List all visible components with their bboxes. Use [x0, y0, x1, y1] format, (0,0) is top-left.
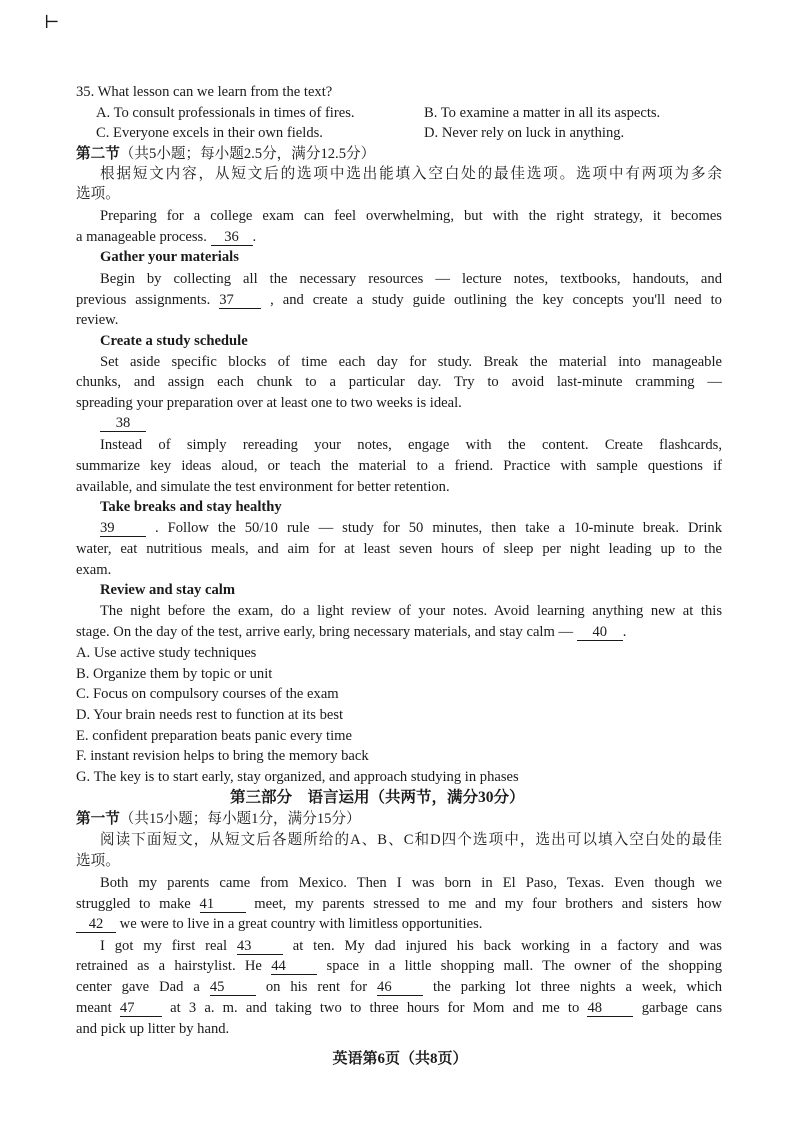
cloze-line-3-b: we were to live in a great country with limitless opportunities.: [119, 916, 483, 932]
para-review-line-1: The night before the exam, do a light review of your notes. Avoid learning anything new at this: [100, 603, 722, 619]
section-2-note: （共5小题；每小题2.5分，满分12.5分）: [119, 146, 376, 162]
para-breaks-line-3: exam.: [76, 562, 112, 578]
option-b: B. Organize them by topic or unit: [76, 666, 273, 682]
cloze-line-4: [100, 937, 722, 955]
para-gather-text-b: , and create a study guide outlining the key concepts you'll need to: [270, 292, 722, 308]
cloze-line-7: [76, 999, 722, 1017]
passage-intro-line-1: Preparing for a college exam can feel overwhelming, but with the right strategy, it becomes: [100, 208, 722, 224]
para-review-text: stage. On the day of the test, arrive early, bring necessary materials, and stay calm —: [76, 624, 574, 640]
part-3-section-1-note: （共15小题；每小题1分，满分15分）: [119, 811, 361, 827]
cloze-line-2: [76, 895, 722, 913]
blank-38: 38: [100, 416, 146, 432]
part-3-section-1-heading: 第一节: [76, 811, 120, 827]
cloze-line-5-a: retrained as a hairstylist. He: [76, 958, 262, 974]
cloze-line-5: [76, 957, 722, 975]
para-review-end: .: [622, 624, 627, 640]
corner-mark: ⊢: [44, 12, 60, 32]
heading-breaks-healthy: Take breaks and stay healthy: [100, 499, 282, 515]
section-2-instruction-2: 选项。: [76, 186, 120, 202]
cloze-line-6-a: center gave Dad a: [76, 979, 200, 995]
para-gather-text-a: previous assignments.: [76, 292, 211, 308]
blank-46: 46: [377, 980, 423, 996]
para-active-line-2: summarize key ideas aloud, or teach the material to a friend. Practice with sample questions if: [76, 458, 722, 474]
para-schedule-line-1: Set aside specific blocks of time each day for study. Break the material into manageable: [100, 354, 722, 370]
para-gather-line-2: [76, 291, 722, 309]
q35-option-c: C. Everyone excels in their own fields.: [96, 125, 323, 141]
para-active-line-1: Instead of simply rereading your notes, engage with the content. Create flashcards,: [100, 437, 722, 453]
section-2-header: [76, 145, 375, 163]
cloze-line-4-a: I got my first real: [100, 938, 227, 954]
cloze-line-6-c: the parking lot three nights a week, which: [433, 979, 722, 995]
section-2-instruction-1: 根据短文内容，从短文后的选项中选出能填入空白处的最佳选项。选项中有两项为多余: [100, 166, 722, 182]
para-schedule-line-2: chunks, and assign each chunk to a particular day. Try to avoid last-minute cramming —: [76, 374, 722, 390]
part-3-section-1-header: [76, 810, 361, 828]
blank-43: 43: [237, 939, 283, 955]
blank-42: 42: [76, 917, 116, 933]
para-gather-line-1: Begin by collecting all the necessary resources — lecture notes, textbooks, handouts, and: [100, 271, 722, 287]
blank-44: 44: [271, 959, 317, 975]
para-breaks-line-1: [100, 519, 722, 537]
cloze-line-5-b: space in a little shopping mall. The owner of the shopping: [326, 958, 723, 974]
part-3-instruction-2: 选项。: [76, 853, 120, 869]
question-35-stem: 35. What lesson can we learn from the text?: [76, 84, 333, 100]
option-d: D. Your brain needs rest to function at its best: [76, 707, 344, 723]
blank-37: 37: [219, 293, 261, 309]
para-gather-line-3: review.: [76, 312, 119, 328]
blank-41: 41: [200, 897, 246, 913]
blank-36: 36: [211, 230, 253, 246]
cloze-line-3: [76, 915, 482, 933]
blank-38-line: [100, 414, 146, 432]
heading-gather-materials: Gather your materials: [100, 249, 239, 265]
para-active-line-3: available, and simulate the test environment for better retention.: [76, 479, 450, 495]
para-review-line-2: [76, 623, 626, 641]
option-g: G. The key is to start early, stay organized, and approach studying in phases: [76, 769, 519, 785]
part-3-instruction-1: 阅读下面短文，从短文后各题所给的A、B、C和D四个选项中，选出可以填入空白处的最佳: [100, 832, 722, 848]
blank-48: 48: [587, 1001, 633, 1017]
blank-39: 39: [100, 521, 146, 537]
passage-intro-text: a manageable process.: [76, 229, 207, 245]
cloze-line-2-b: meet, my parents stressed to me and my four brothers and sisters how: [254, 896, 722, 912]
q35-option-a: A. To consult professionals in times of fires.: [96, 105, 355, 121]
cloze-line-6-b: on his rent for: [265, 979, 368, 995]
section-2-heading: 第二节: [76, 146, 120, 162]
q35-option-d: D. Never rely on luck in anything.: [424, 125, 625, 141]
part-3-title: 第三部分 语言运用（共两节，满分30分）: [230, 789, 525, 806]
cloze-line-7-c: garbage cans: [641, 1000, 723, 1016]
heading-study-schedule: Create a study schedule: [100, 333, 248, 349]
q35-option-b: B. To examine a matter in all its aspects.: [424, 105, 661, 121]
para-schedule-line-3: spreading your preparation over at least one to two weeks is ideal.: [76, 395, 462, 411]
cloze-line-8: and pick up litter by hand.: [76, 1021, 230, 1037]
para-breaks-text: . Follow the 50/10 rule — study for 50 minutes, then take a 10-minute break. Drink: [154, 520, 722, 536]
option-c: C. Focus on compulsory courses of the exam: [76, 686, 339, 702]
cloze-line-1: Both my parents came from Mexico. Then I was born in El Paso, Texas. Even though we: [100, 875, 722, 891]
page-footer: 英语第6页（共8页）: [332, 1051, 468, 1067]
option-e: E. confident preparation beats panic every time: [76, 728, 352, 744]
option-a: A. Use active study techniques: [76, 645, 257, 661]
option-f: F. instant revision helps to bring the memory back: [76, 748, 369, 764]
blank-45: 45: [210, 980, 256, 996]
passage-intro-line-2: a manageable process. 36 .: [76, 229, 257, 245]
blank-47: 47: [120, 1001, 162, 1017]
heading-review-calm: Review and stay calm: [100, 582, 235, 598]
cloze-line-6: [76, 978, 722, 996]
blank-40: 40: [577, 625, 623, 641]
para-breaks-line-2: water, eat nutritious meals, and aim for at least seven hours of sleep per night leading up to the: [76, 541, 722, 557]
cloze-line-4-b: at ten. My dad injured his back working in a factory and was: [292, 938, 722, 954]
cloze-line-7-b: at 3 a. m. and taking two to three hours for Mom and me to: [170, 1000, 580, 1016]
cloze-line-7-a: meant: [76, 1000, 112, 1016]
cloze-line-2-a: struggled to make: [76, 896, 191, 912]
